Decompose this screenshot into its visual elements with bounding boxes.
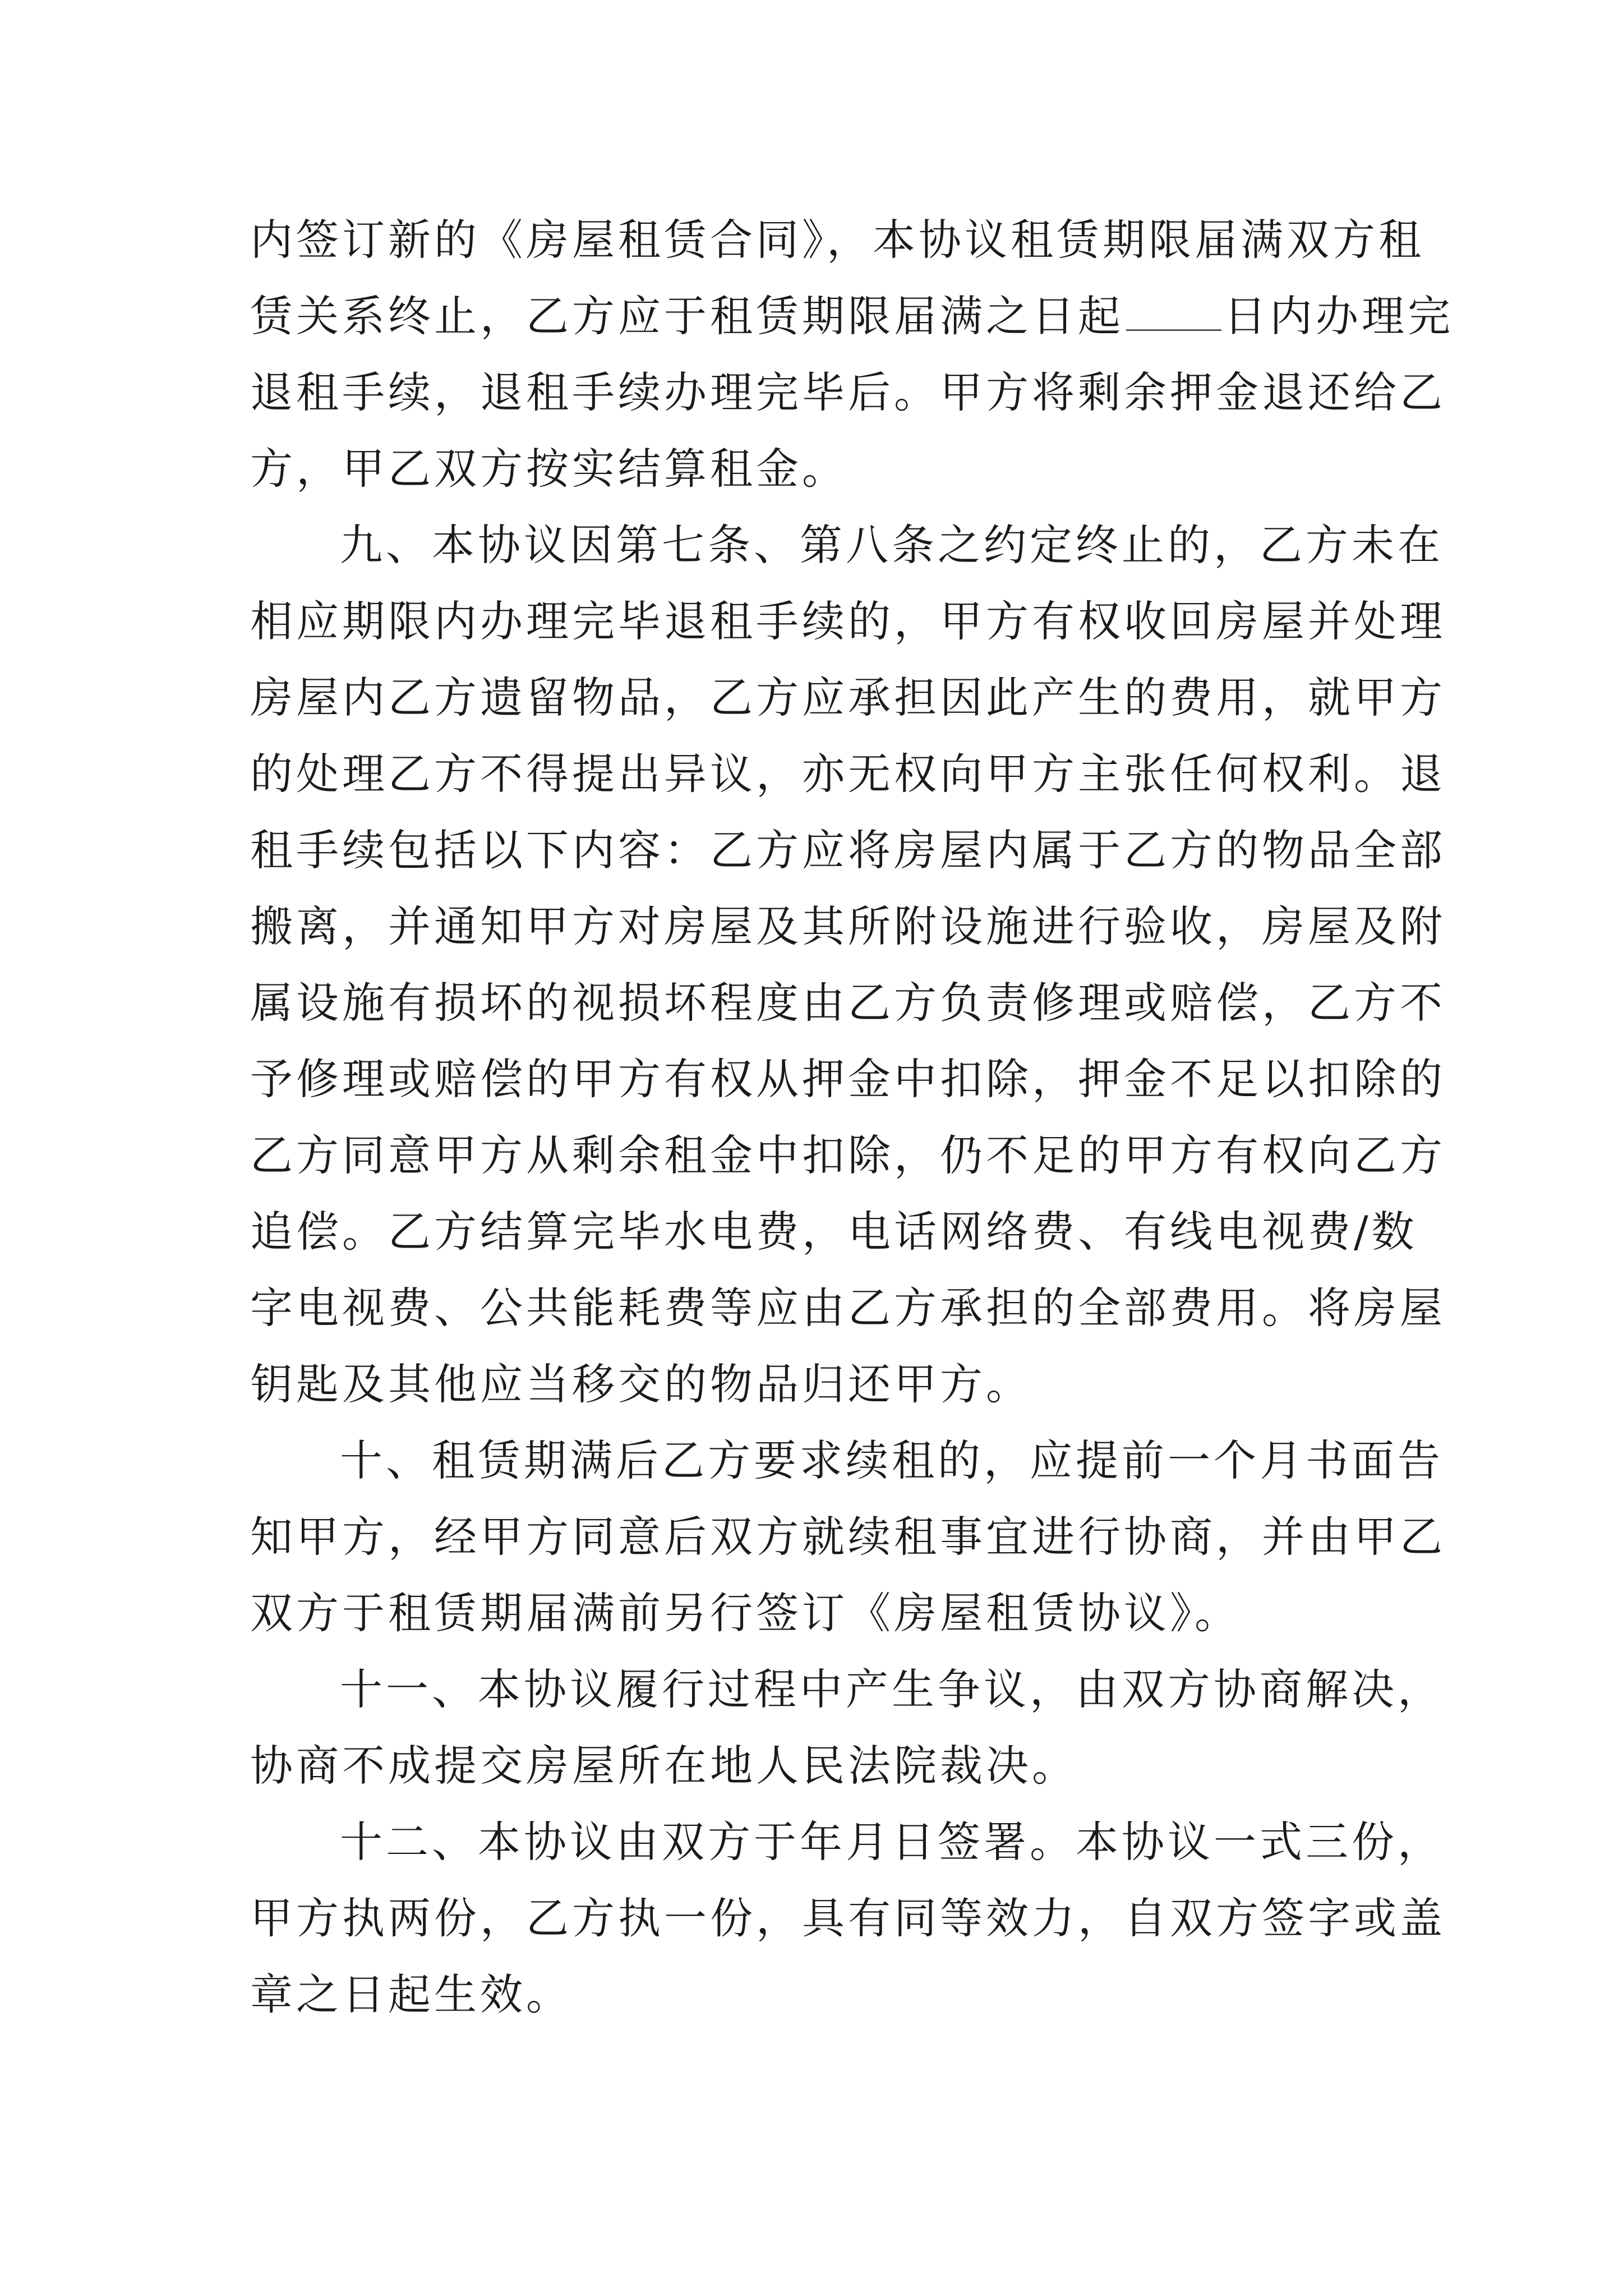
- text-line: 十、租赁期满后乙方要求续租的，应提前一个月书面告: [340, 1435, 1444, 1485]
- paragraph-8-continued: [250, 202, 1454, 507]
- text-line: 方，甲乙双方按实结算租金。: [250, 444, 848, 494]
- text-line-with-blank: [250, 278, 1454, 355]
- text-line: 九、本协议因第七条、第八条之约定终止的，乙方未在: [340, 520, 1444, 570]
- fill-in-blank: [1126, 295, 1221, 331]
- text-line: 钥匙及其他应当移交的物品归还甲方。: [250, 1359, 1032, 1409]
- text-line: 章之日起生效。: [250, 1970, 572, 2019]
- text-line: 搬离，并通知甲方对房屋及其所附设施进行验收，房屋及附: [250, 901, 1446, 951]
- text-line: 甲方执两份，乙方执一份，具有同等效力，自双方签字或盖: [250, 1893, 1446, 1943]
- text-line: 的处理乙方不得提出异议，亦无权向甲方主张任何权利。退: [250, 749, 1446, 799]
- text-line: 予修理或赔偿的甲方有权从押金中扣除，押金不足以扣除的: [250, 1054, 1446, 1104]
- text-line: 房屋内乙方遗留物品，乙方应承担因此产生的费用，就甲方: [250, 673, 1446, 723]
- text-line: 乙方同意甲方从剩余租金中扣除，仍不足的甲方有权向乙方: [250, 1130, 1446, 1180]
- paragraph-11: [250, 1651, 1444, 1804]
- text-line: 租手续包括以下内容：乙方应将房屋内属于乙方的物品全部: [250, 825, 1446, 875]
- text-line: 内签订新的《房屋租赁合同》，本协议租赁期限届满双方租: [250, 215, 1424, 265]
- text-line: 追偿。乙方结算完毕水电费，电话网络费、有线电视费/数: [250, 1207, 1418, 1257]
- paragraph-12: [250, 1804, 1446, 2033]
- text-segment: 日内办理完: [1224, 291, 1454, 341]
- text-line: 知甲方，经甲方同意后双方就续租事宜进行协商，并由甲乙: [250, 1512, 1446, 1562]
- document-body: [250, 202, 1454, 2033]
- text-line: 相应期限内办理完毕退租手续的，甲方有权收回房屋并处理: [250, 596, 1446, 646]
- text-line: 十二、本协议由双方于年月日签署。本协议一式三份，: [340, 1817, 1444, 1867]
- text-line: 协商不成提交房屋所在地人民法院裁决。: [250, 1741, 1078, 1791]
- text-line: 字电视费、公共能耗费等应由乙方承担的全部费用。将房屋: [250, 1283, 1446, 1333]
- paragraph-10: [250, 1423, 1446, 1651]
- text-line: 退租手续，退租手续办理完毕后。甲方将剩余押金退还给乙: [250, 367, 1446, 417]
- paragraph-9: [250, 507, 1446, 1423]
- text-segment: 赁关系终止，乙方应于租赁期限届满之日起: [250, 291, 1124, 341]
- text-line: 属设施有损坏的视损坏程度由乙方负责修理或赔偿，乙方不: [250, 978, 1446, 1028]
- text-line: 双方于租赁期届满前另行签订《房屋租赁协议》。: [250, 1588, 1241, 1638]
- text-line: 十一、本协议履行过程中产生争议，由双方协商解决，: [340, 1664, 1444, 1714]
